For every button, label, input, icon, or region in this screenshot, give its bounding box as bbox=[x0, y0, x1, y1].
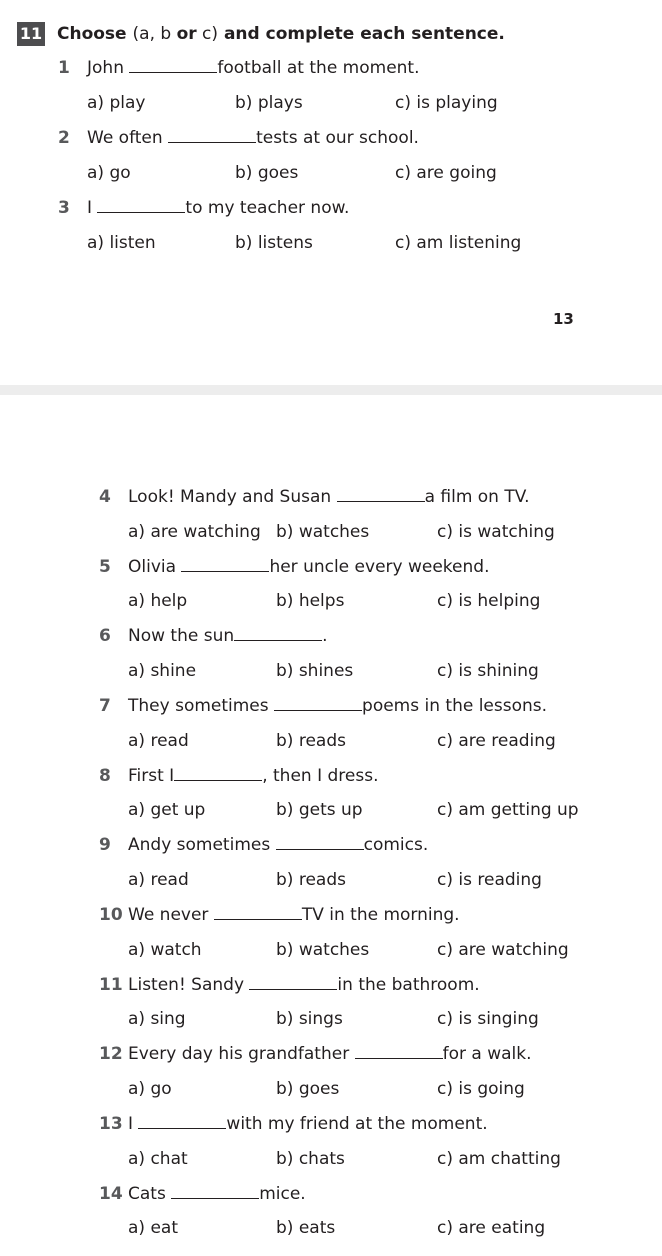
option-b: b) shines bbox=[276, 661, 354, 681]
option-a: a) read bbox=[128, 870, 189, 890]
option-c: c) is reading bbox=[437, 870, 542, 890]
option-a: a) are watching bbox=[128, 522, 261, 542]
option-a: a) read bbox=[128, 731, 189, 751]
option-a: a) go bbox=[128, 1079, 172, 1099]
answer-blank bbox=[138, 1111, 226, 1129]
answer-blank bbox=[274, 693, 362, 711]
option-c: c) is going bbox=[437, 1079, 525, 1099]
answer-blank bbox=[276, 832, 364, 850]
option-c: c) am listening bbox=[395, 233, 522, 253]
option-c: c) is shining bbox=[437, 661, 539, 681]
option-c: c) am getting up bbox=[437, 800, 579, 820]
option-b: b) goes bbox=[276, 1079, 340, 1099]
option-c: c) are eating bbox=[437, 1218, 546, 1238]
option-a: a) get up bbox=[128, 800, 206, 820]
answer-blank bbox=[249, 972, 337, 990]
option-b: b) listens bbox=[235, 233, 313, 253]
answer-blank bbox=[171, 1181, 259, 1199]
option-c: c) is playing bbox=[395, 93, 498, 113]
option-a: a) watch bbox=[128, 940, 202, 960]
option-a: a) listen bbox=[87, 233, 156, 253]
answer-blank bbox=[129, 55, 217, 73]
option-c: c) are reading bbox=[437, 731, 556, 751]
option-c: c) is watching bbox=[437, 522, 555, 542]
exercise-instruction: Choose (a, b or c) and complete each sentence. bbox=[57, 23, 505, 44]
page-number: 13 bbox=[553, 310, 574, 328]
answer-blank bbox=[234, 623, 322, 641]
option-c: c) are going bbox=[395, 163, 497, 183]
option-b: b) chats bbox=[276, 1149, 345, 1169]
option-c: c) are watching bbox=[437, 940, 569, 960]
option-b: b) plays bbox=[235, 93, 303, 113]
option-a: a) help bbox=[128, 591, 188, 611]
option-c: c) is helping bbox=[437, 591, 541, 611]
option-a: a) sing bbox=[128, 1009, 186, 1029]
exercise-number: 11 bbox=[17, 22, 45, 46]
option-b: b) sings bbox=[276, 1009, 343, 1029]
option-c: c) am chatting bbox=[437, 1149, 561, 1169]
page-divider bbox=[0, 385, 662, 395]
answer-blank bbox=[181, 554, 269, 572]
answer-blank bbox=[214, 902, 302, 920]
answer-blank bbox=[174, 763, 262, 781]
option-a: a) chat bbox=[128, 1149, 188, 1169]
option-c: c) is singing bbox=[437, 1009, 539, 1029]
option-a: a) shine bbox=[128, 661, 197, 681]
answer-blank bbox=[337, 484, 425, 502]
option-b: b) gets up bbox=[276, 800, 363, 820]
option-b: b) reads bbox=[276, 870, 346, 890]
option-b: b) watches bbox=[276, 940, 370, 960]
option-b: b) reads bbox=[276, 731, 346, 751]
option-a: a) play bbox=[87, 93, 146, 113]
answer-blank bbox=[168, 125, 256, 143]
exercise-header bbox=[17, 21, 505, 46]
answer-blank bbox=[97, 195, 185, 213]
option-b: b) watches bbox=[276, 522, 370, 542]
option-b: b) goes bbox=[235, 163, 299, 183]
option-a: a) go bbox=[87, 163, 131, 183]
option-a: a) eat bbox=[128, 1218, 178, 1238]
option-b: b) eats bbox=[276, 1218, 336, 1238]
option-b: b) helps bbox=[276, 591, 345, 611]
answer-blank bbox=[355, 1041, 443, 1059]
